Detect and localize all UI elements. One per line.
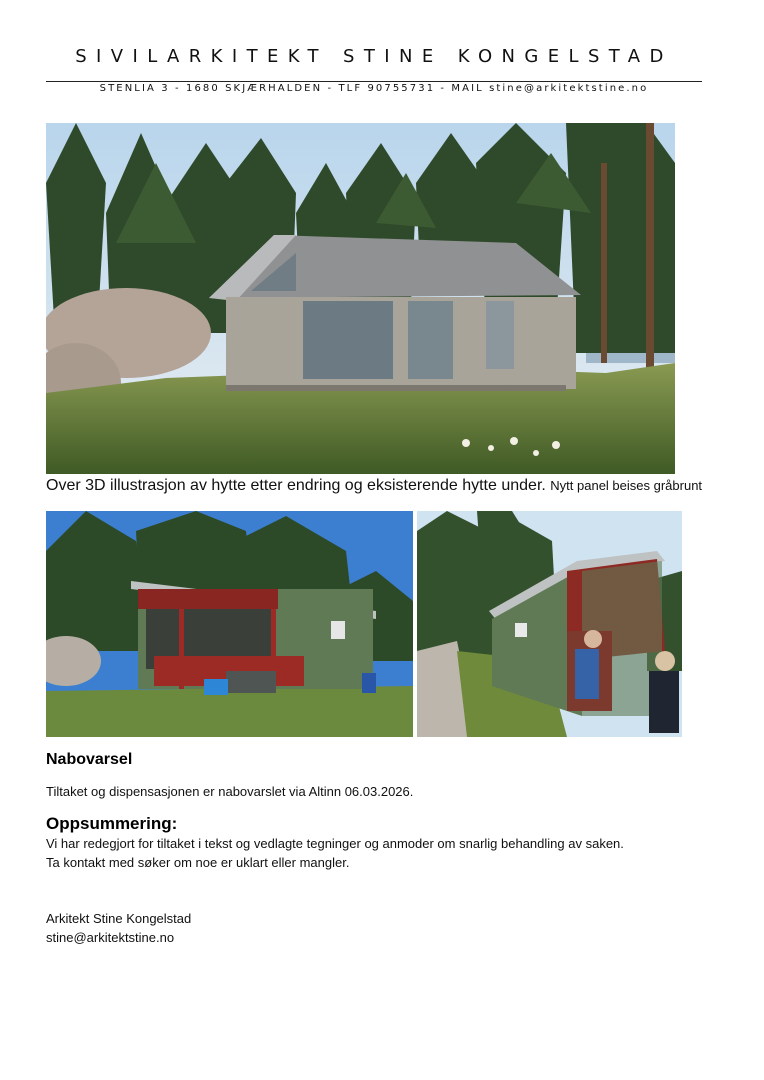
existing-cabin-photo-side [417,511,682,737]
nabovarsel-heading: Nabovarsel [46,751,133,768]
oppsummering-line-1: Vi har redegjort for tiltaket i tekst og vedlagte tegninger og anmoder om snarlig behandling av saken. [46,836,624,851]
existing-cabin-photo-front [46,511,413,737]
caption-main: Over 3D illustrasjon av hytte etter endring og eksisterende hytte under. [46,477,546,494]
nabovarsel-text: Tiltaket og dispensasjonen er nabovarslet via Altinn 06.03.2026. [46,784,414,799]
letterhead-address: STENLIA 3 - 1680 SKJÆRHALDEN - TLF 90755731 - MAIL stine@arkitektstine.no [99,83,649,94]
oppsummering-heading: Oppsummering: [46,814,178,833]
signature-email: stine@arkitektstine.no [46,930,175,945]
cabin-3d-illustration [46,123,675,474]
photo-caption [46,477,746,495]
caption-note: Nytt panel beises gråbrunt [550,478,703,493]
signature-name: Arkitekt Stine Kongelstad [46,911,192,926]
letterhead-divider [46,81,702,82]
letterhead-title: SIVILARKITEKT STINE KONGELSTAD [75,46,673,67]
oppsummering-line-2: Ta kontakt med søker om noe er uklart eller mangler. [46,855,350,870]
